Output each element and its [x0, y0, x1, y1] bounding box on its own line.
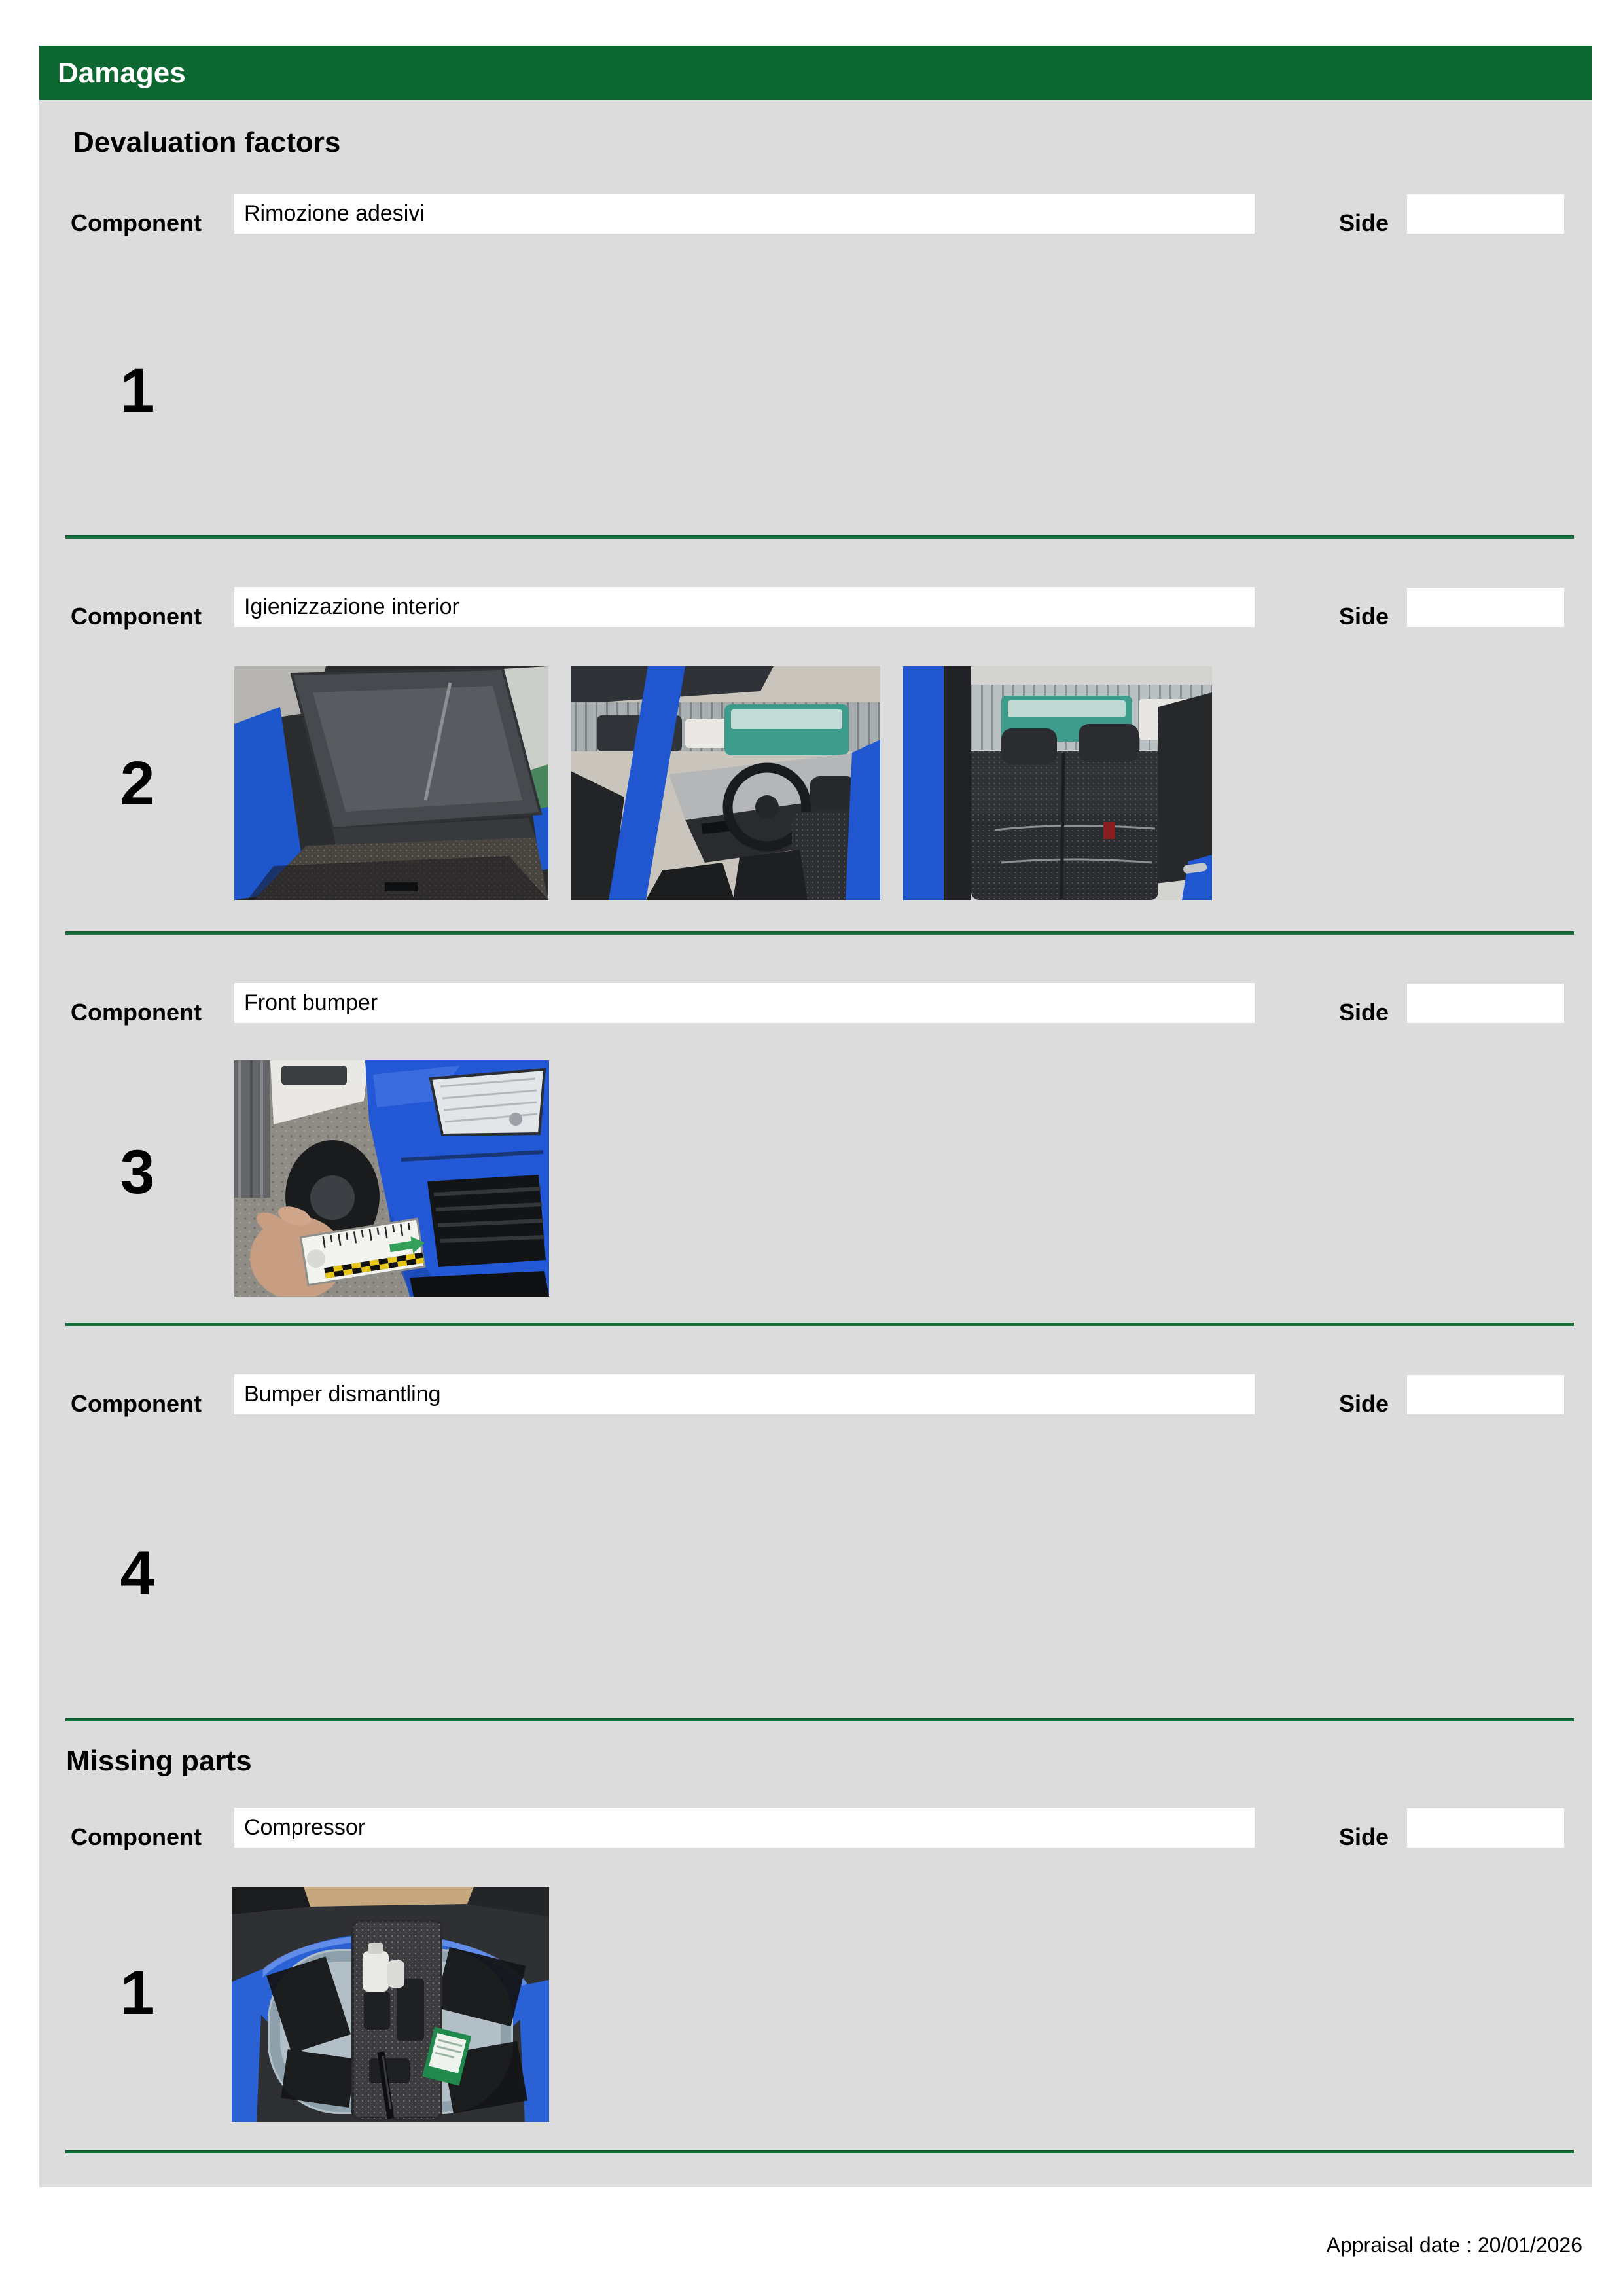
component-field[interactable]	[234, 587, 1255, 627]
damage-photo-rear-interior	[903, 666, 1212, 900]
component-value: Igienizzazione interior	[244, 594, 459, 619]
side-field[interactable]	[1407, 588, 1564, 627]
row-separator	[65, 1718, 1574, 1721]
appraisal-date: Appraisal date : 20/01/2026	[1326, 2233, 1582, 2257]
component-value: Rimozione adesivi	[244, 201, 425, 226]
component-label: Component	[71, 209, 202, 236]
component-value: Bumper dismantling	[244, 1382, 441, 1407]
damage-photo-front-interior	[571, 666, 880, 900]
component-label: Component	[71, 999, 202, 1026]
side-label: Side	[1339, 209, 1389, 236]
section-heading-missing-parts: Missing parts	[66, 1745, 252, 1777]
row-separator	[65, 931, 1574, 935]
damage-photo-front-bumper-measure	[234, 1060, 549, 1297]
row-separator	[65, 2150, 1574, 2153]
component-label: Component	[71, 1823, 202, 1850]
component-field[interactable]	[234, 194, 1255, 234]
damage-photo-trunk-open	[234, 666, 548, 900]
side-label: Side	[1339, 1823, 1389, 1850]
component-field[interactable]	[234, 983, 1255, 1023]
row-number: 3	[120, 1138, 155, 1207]
row-number: 2	[120, 749, 155, 818]
row-separator	[65, 1323, 1574, 1326]
damages-header-bar	[39, 46, 1592, 100]
row-number: 1	[120, 356, 155, 425]
section-heading-devaluation-factors: Devaluation factors	[73, 126, 341, 158]
component-label: Component	[71, 1390, 202, 1417]
row-number: 4	[120, 1539, 155, 1608]
row-separator	[65, 535, 1574, 539]
damage-photo-spare-wheel-well-compressor	[232, 1887, 549, 2122]
page-title: Damages	[58, 57, 186, 89]
component-value: Front bumper	[244, 990, 378, 1015]
side-field[interactable]	[1407, 1808, 1564, 1848]
side-field[interactable]	[1407, 194, 1564, 234]
component-field[interactable]	[234, 1374, 1255, 1414]
side-label: Side	[1339, 1390, 1389, 1417]
side-field[interactable]	[1407, 984, 1564, 1023]
row-number: 1	[120, 1958, 155, 2028]
component-field[interactable]	[234, 1808, 1255, 1848]
component-value: Compressor	[244, 1815, 366, 1840]
side-field[interactable]	[1407, 1375, 1564, 1414]
side-label: Side	[1339, 999, 1389, 1026]
component-label: Component	[71, 603, 202, 630]
side-label: Side	[1339, 603, 1389, 630]
